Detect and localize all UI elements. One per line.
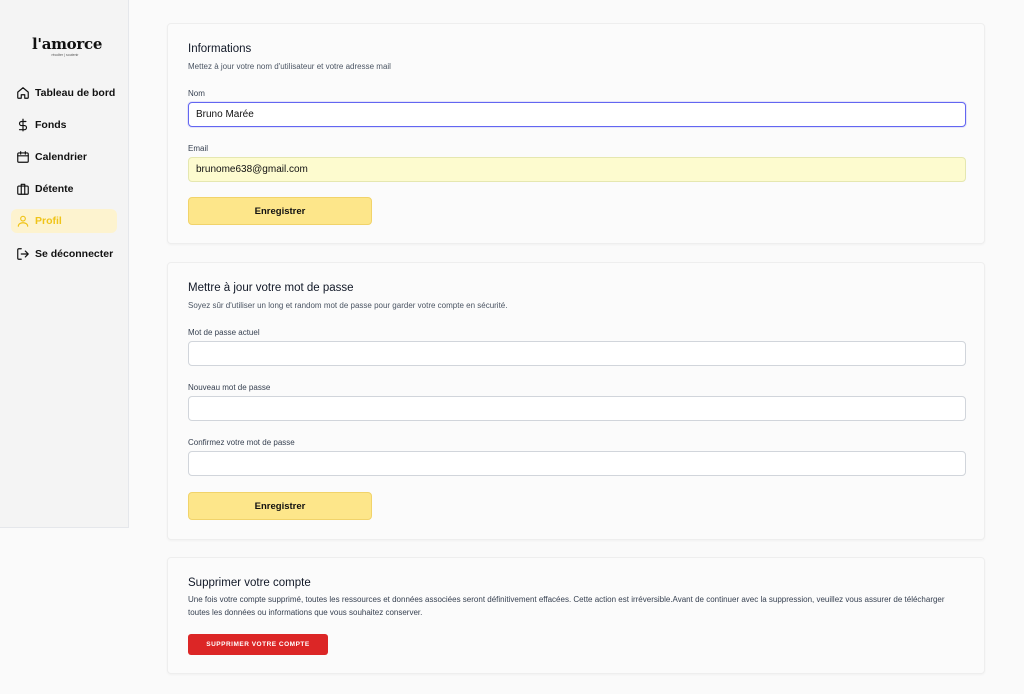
sidebar [0, 0, 129, 528]
delete-description: Une fois votre compte supprimé, toutes les ressources et données associées seront définitivement effacées. Cette action est irréversible.Avant de continuer avec la suppression, veuillez vous assurer de télécharger toutes les données ou informations que vous souhaitez conserver. [188, 595, 945, 617]
new-password-input[interactable] [188, 396, 966, 421]
name-input[interactable]: Bruno Marée [188, 102, 966, 127]
confirm-password-label: Confirmez votre mot de passe [188, 438, 295, 447]
email-input[interactable]: brunome638@gmail.com [188, 157, 966, 182]
dollar-icon [16, 118, 30, 132]
sidebar-item-se-deconnecter[interactable] [11, 242, 117, 266]
info-description: Mettez à jour votre nom d'utilisateur et votre adresse mail [188, 62, 391, 71]
save-info-button[interactable]: Enregistrer [188, 197, 372, 225]
info-title: Informations [188, 43, 252, 55]
name-label: Nom [188, 89, 205, 98]
new-password-label: Nouveau mot de passe [188, 383, 271, 392]
brand-name: l'amorce [32, 35, 103, 53]
logout-icon [16, 247, 30, 261]
email-label: Email [188, 144, 209, 153]
current-password-label: Mot de passe actuel [188, 328, 260, 337]
delete-account-button[interactable]: SUPPRIMER VOTRE COMPTE [188, 634, 328, 655]
home-icon [16, 86, 30, 100]
password-title: Mettre à jour votre mot de passe [188, 282, 354, 294]
brand-tagline: récolter | soutenir [51, 53, 79, 57]
sidebar-item-fonds[interactable] [11, 113, 117, 137]
delete-account-card [167, 557, 985, 674]
password-description: Soyez sûr d'utiliser un long et random mot de passe pour garder votre compte en sécurité. [188, 301, 508, 310]
password-card [167, 262, 985, 540]
info-card [167, 23, 985, 244]
calendar-icon [16, 150, 30, 164]
delete-title: Supprimer votre compte [188, 577, 311, 589]
sidebar-item-tableau-de-bord[interactable] [11, 81, 117, 105]
sidebar-item-label: Tableau de bord [35, 87, 116, 99]
sidebar-item-label: Fonds [35, 119, 67, 131]
brand-logo[interactable] [32, 35, 103, 58]
sidebar-item-label: Profil [35, 215, 62, 227]
confirm-password-input[interactable] [188, 451, 966, 476]
current-password-input[interactable] [188, 341, 966, 366]
save-password-button[interactable]: Enregistrer [188, 492, 372, 520]
sidebar-item-detente[interactable] [11, 177, 117, 201]
sidebar-nav [11, 81, 117, 274]
sidebar-item-label: Calendrier [35, 151, 87, 163]
sidebar-item-calendrier[interactable] [11, 145, 117, 169]
user-icon [16, 214, 30, 228]
sidebar-item-label: Détente [35, 183, 74, 195]
briefcase-icon [16, 182, 30, 196]
sidebar-item-label: Se déconnecter [35, 248, 114, 260]
sidebar-item-profil[interactable] [11, 209, 117, 233]
